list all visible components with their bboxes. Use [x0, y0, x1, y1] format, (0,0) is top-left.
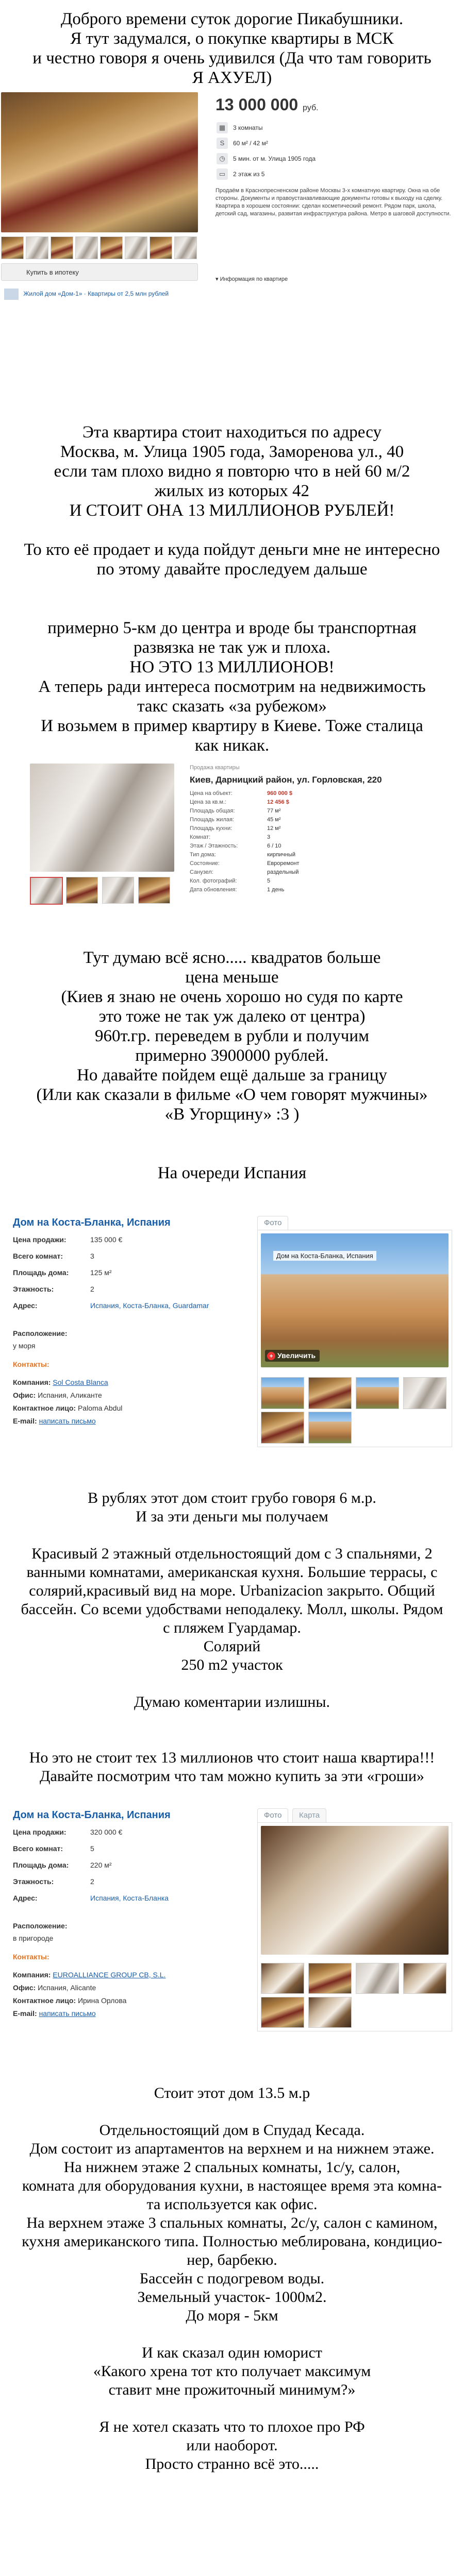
story-line: 250 m2 участок [181, 1656, 283, 1673]
story-part-4 [0, 2084, 464, 2473]
detail-value: 45 м² [267, 817, 281, 823]
building-note-text: Жилой дом «Дом-1» · Квартиры от 2,5 млн рублей [23, 290, 169, 298]
story-line: Стоит этот дом 13.5 м.р [154, 2084, 310, 2102]
detail-row [13, 1828, 250, 1836]
story-line: И за эти деньги мы получаем [136, 1508, 328, 1525]
location-value: у моря [13, 1342, 36, 1350]
detail-row [13, 1894, 250, 1902]
company-row: Компания: Sol Costa Blanca [13, 1378, 108, 1386]
detail-row [190, 808, 437, 814]
story-line: На нижнем этаже 2 спальных комнаты, 1с/у, салон, [63, 2159, 401, 2176]
detail-value: раздельный [267, 869, 299, 875]
listing-thumbnail[interactable] [100, 236, 123, 259]
story-line: И СТОИТ ОНА 13 МИЛЛИОНОВ РУБЛЕЙ! [69, 501, 395, 520]
detail-row [13, 1301, 250, 1310]
story-line: такс сказать «за рубежом» [137, 697, 327, 716]
detail-value: 1 день [267, 887, 285, 893]
contacts-heading: Контакты: [13, 1360, 49, 1368]
story-line [0, 1526, 464, 1545]
story-line: Тут думаю всё ясно..... квадратов больше [83, 948, 381, 967]
listing-thumbnail[interactable] [75, 236, 98, 259]
story-line: это тоже не так уж далеко от центра) [98, 1007, 366, 1026]
detail-row [190, 799, 437, 805]
story-line: До моря - 5км [186, 2307, 278, 2324]
listing-spain-1-screenshot [8, 1211, 456, 1453]
story-line: НО ЭТО 13 МИЛЛИОНОВ! [129, 658, 335, 676]
detail-label: Цена продажи: [13, 1235, 67, 1244]
company-link[interactable]: Sol Costa Blanca [53, 1378, 108, 1386]
detail-value: 3 [90, 1252, 94, 1260]
story-line: Но давайте пойдем ещё дальше за границу [77, 1066, 387, 1084]
mortgage-button-label: Купить в ипотеку [26, 268, 79, 276]
story-line: (Или как сказали в фильме «О чем говорят мужчины» [36, 1086, 428, 1104]
story-line: цена меньше [185, 968, 279, 987]
listing-title: Киев, Дарницкий район, ул. Горловская, 220 [190, 775, 382, 785]
story-line: или наоборот. [186, 2437, 278, 2454]
story-line: 960т.гр. переведем в рубли и получим [95, 1027, 369, 1045]
listing-thumbnail[interactable] [403, 1963, 446, 1994]
detail-row [13, 1252, 250, 1260]
detail-row [13, 1268, 250, 1277]
location-value: в пригороде [13, 1934, 54, 1942]
detail-label: Площадь дома: [13, 1268, 69, 1277]
detail-value: 6 / 10 [267, 843, 281, 849]
intro-line: Я тут задумался, о покупке квартиры в МСК [70, 29, 394, 48]
detail-row [13, 1861, 250, 1869]
story-line [0, 1730, 464, 1749]
detail-label: Цена за кв.м.: [190, 799, 227, 805]
story-line: примерно 5-км до центра и вроде бы транспортная [47, 619, 417, 637]
story-line: А теперь ради интереса посмотрим на недвижимость [38, 677, 426, 696]
story-line: ставит мне прожиточный минимум?» [108, 2381, 356, 2398]
office-row: Офис: Испания, Аликанте [13, 1391, 102, 1399]
detail-label: Этажность: [13, 1285, 54, 1293]
story-line: Дом состоит из апартаментов на верхнем и на нижнем этаже. [29, 2140, 435, 2157]
detail-value: 12 м² [267, 825, 281, 832]
listing-thumbnail[interactable] [125, 236, 147, 259]
listing-thumbnail[interactable] [261, 1412, 304, 1444]
contacts-heading: Контакты: [13, 1953, 49, 1961]
story-line: Но это не стоит тех 13 миллионов что стоит наша квартира!!! [29, 1749, 435, 1766]
detail-row [190, 817, 437, 823]
email-link[interactable]: написать письмо [39, 1417, 96, 1425]
listing-thumbnail[interactable] [403, 1377, 446, 1409]
listing-thumbnail[interactable] [261, 1963, 304, 1994]
story-line [0, 2399, 464, 2418]
photo-caption: Дом на Коста-Бланка, Испания [273, 1251, 376, 1261]
detail-label: Санузел: [190, 869, 213, 875]
email-row: E-mail: написать письмо [13, 2009, 96, 2018]
story-line: «Какого хрена тот кто получает максимум [93, 2363, 371, 2380]
listing-price: 13 000 000 руб. [216, 95, 319, 114]
story-line: солярий,красивый вид на море. Urbanizacion закрыто. Общий [29, 1582, 435, 1599]
story-line: (Киев я знаю не очень хорошо но судя по карте [61, 988, 403, 1006]
listing-thumbnail[interactable] [66, 877, 98, 904]
detail-value: кирпичный [267, 852, 296, 858]
story-line [0, 1674, 464, 1693]
story-line: Земельный участок- 1000м2. [137, 2289, 327, 2306]
listing-thumbnail[interactable] [308, 1963, 352, 1994]
story-line: кухня американского типа. Полностью меблирована, кондицио- [22, 2233, 442, 2250]
zoom-icon: + [267, 1352, 275, 1360]
detail-label: Дата обновления: [190, 887, 237, 893]
detail-row [190, 843, 437, 849]
detail-value: 135 000 € [90, 1235, 123, 1244]
detail-label: Этаж / Этажность: [190, 843, 238, 849]
rooms-value: 3 комнаты [233, 124, 263, 131]
metro-value: 5 мин. от м. Улица 1905 года [233, 155, 316, 162]
listing-main-photo[interactable] [261, 1826, 449, 1955]
story-part-3 [0, 1489, 464, 1786]
detail-label: Этажность: [13, 1877, 54, 1886]
story-part-1 [0, 422, 464, 755]
detail-label: Площадь общая: [190, 808, 235, 814]
detail-label: Всего комнат: [13, 1252, 63, 1260]
story-line: Москва, м. Улица 1905 года, Заморенова ул., 40 [60, 443, 404, 461]
story-line: Солярий [203, 1638, 261, 1655]
story-line [0, 1144, 464, 1163]
detail-label: Адрес: [13, 1894, 38, 1902]
location-label: Расположение: [13, 1329, 68, 1337]
detail-label: Цена на объект: [190, 790, 233, 796]
chevron-down-icon: ▾ [216, 276, 220, 282]
detail-row [190, 860, 437, 867]
listing-thumbnail[interactable] [261, 1997, 304, 2028]
listing-thumbnail[interactable] [138, 877, 170, 904]
listing-thumbnail[interactable] [356, 1377, 399, 1409]
tab-photo[interactable]: Фото [257, 1808, 288, 1822]
detail-label: Площадь дома: [13, 1861, 69, 1869]
detail-value: 125 м² [90, 1268, 112, 1277]
photo-panel [257, 1822, 452, 2031]
listing-kiev-screenshot [15, 757, 449, 912]
breadcrumb: Продажа квартиры [190, 765, 240, 771]
listing-main-photo[interactable] [30, 764, 174, 872]
listing-title: Дом на Коста-Бланка, Испания [13, 1217, 171, 1228]
story-line: примерно 3900000 рублей. [135, 1046, 329, 1065]
contact-row: Контактное лицо: Ирина Орлова [13, 1996, 127, 2005]
story-line [0, 2103, 464, 2121]
detail-row [190, 790, 437, 796]
tab-photo[interactable]: Фото [257, 1216, 288, 1230]
floor-icon: ▭ [217, 168, 228, 180]
story-line: нер, барбекю. [187, 2251, 277, 2268]
story-line [0, 1711, 464, 1730]
detail-label: Комнат: [190, 834, 211, 840]
listing-thumbnail[interactable] [150, 236, 172, 259]
story-line: как никак. [194, 736, 270, 755]
story-line: бассейн. Со всеми удобствами неподалеку. Молл, школы. Рядом [21, 1601, 443, 1618]
detail-label: Площадь кухни: [190, 825, 233, 832]
detail-label: Тип дома: [190, 852, 216, 858]
detail-label: Всего комнат: [13, 1844, 63, 1853]
detail-label: Состояние: [190, 860, 220, 867]
story-line: И как сказал один юморист [142, 2344, 322, 2361]
story-line: с пляжем Гуардамар. [163, 1619, 301, 1636]
story-line: На очереди Испания [157, 1164, 307, 1182]
detail-row [13, 1844, 250, 1853]
story-line: развязка не так уж и плоха. [133, 638, 331, 657]
listing-thumbnail[interactable] [26, 236, 48, 259]
listing-description: Продаём в Краснопресненском районе Москвы 3-х комнатную квартиру. Окна на обе стороны. Документы и правоустанавливающие документы готовы к выходу на сделку. Квартира в хорошем состоянии: сделан косметический ремонт. Рядом парк, школа, детский сад, магазины, развитая инфраструктура района. Метро в шаговой доступности. [216, 188, 451, 217]
story-line: Отдельностоящий дом в Спудад Кесада. [99, 2122, 365, 2139]
metro-icon: ◷ [217, 153, 228, 164]
listing-thumbnail[interactable] [51, 236, 73, 259]
listing-main-photo[interactable] [1, 92, 198, 232]
floor-value: 2 этаж из 5 [233, 171, 265, 178]
listing-thumbnail[interactable] [102, 877, 134, 904]
listing-thumbnail[interactable] [261, 1377, 304, 1409]
story-line: Бассейн с подогревом воды. [139, 2270, 325, 2287]
story-line [0, 599, 464, 618]
story-line: по этому давайте проследуем дальше [96, 560, 368, 579]
listing-thumbnail[interactable] [30, 877, 63, 905]
detail-value: 3 [267, 834, 271, 840]
building-icon [4, 289, 19, 300]
detail-value: Евроремонт [267, 860, 300, 867]
story-line: та используется как офис. [146, 2196, 318, 2213]
story-line: Просто странно всё это..... [145, 2455, 319, 2472]
detail-value: 960 000 $ [267, 790, 292, 796]
detail-row [190, 869, 437, 875]
detail-label: Адрес: [13, 1301, 38, 1310]
building-note[interactable] [4, 289, 195, 300]
detail-label: Площадь жилая: [190, 817, 234, 823]
detail-value: 2 [90, 1285, 94, 1293]
detail-value: 77 м² [267, 808, 281, 814]
detail-value: 12 456 $ [267, 799, 289, 805]
photo-panel [257, 1230, 452, 1447]
listing-spain-2-screenshot [8, 1803, 456, 2035]
detail-value: 320 000 € [90, 1828, 123, 1836]
story-line: «В Угорщину» :3 ) [164, 1105, 300, 1124]
story-line [0, 520, 464, 540]
story-line: Красивый 2 этажный отдельностоящий дом с 3 спальнями, 2 [31, 1545, 433, 1562]
story-line: Я не хотел сказать что то плохое про РФ [99, 2418, 365, 2435]
story-line: если там плохо видно я повторю что в ней 60 м/2 [54, 462, 410, 481]
detail-value: 220 м² [90, 1861, 112, 1869]
intro-line: и честно говоря я очень удивился (Да что там говорить [32, 49, 432, 67]
story-line [0, 1124, 464, 1144]
listing-moscow-screenshot [0, 90, 464, 402]
company-link[interactable]: EUROALLIANCE GROUP CB, S.L. [53, 1971, 166, 1979]
story-line: Давайте посмотрим что там можно купить за эти «гроши» [40, 1768, 424, 1785]
location-label: Расположение: [13, 1922, 68, 1930]
listing-thumbnail[interactable] [308, 1377, 352, 1409]
intro-line: Я АХУЕЛ) [192, 69, 272, 87]
story-line [0, 579, 464, 599]
detail-row [190, 834, 437, 840]
story-line: ванными комнатами, американская кухня. Большие террасы, с [26, 1564, 438, 1581]
email-row: E-mail: написать письмо [13, 1417, 96, 1425]
intro-line: Доброго времени суток дорогие Пикабушники. [60, 10, 404, 28]
detail-label: Кол. фотографий: [190, 878, 237, 884]
listing-thumbnail[interactable] [356, 1963, 399, 1994]
detail-row [13, 1285, 250, 1293]
detail-value: 5 [267, 878, 271, 884]
detail-value: 2 [90, 1877, 94, 1886]
detail-value[interactable]: Испания, Коста-Бланка, Guardamar [90, 1301, 209, 1310]
story-line: комната для оборудования кухни, в настоящее время эта комна- [22, 2177, 442, 2194]
area-value: 60 м² / 42 м² [233, 140, 268, 147]
detail-value: 5 [90, 1844, 94, 1853]
office-row: Офис: Испания, Alicante [13, 1984, 96, 1992]
listing-thumbnail[interactable] [174, 236, 197, 259]
listing-thumbnail[interactable] [1, 236, 24, 259]
detail-label: Цена продажи: [13, 1828, 67, 1836]
intro-text [0, 9, 464, 88]
email-link[interactable]: написать письмо [39, 2009, 96, 2018]
more-info-link[interactable]: ▾ Информация по квартире [216, 276, 288, 282]
tab-map[interactable]: Карта [292, 1808, 326, 1822]
detail-value[interactable]: Испания, Коста-Бланка [90, 1894, 169, 1902]
story-line: И возьмем в пример квартиру в Киеве. Тоже сталица [41, 717, 423, 735]
listing-thumbnail[interactable] [308, 1412, 352, 1444]
enlarge-button[interactable]: + Увеличить [265, 1350, 320, 1362]
company-row: Компания: EUROALLIANCE GROUP CB, S.L. [13, 1971, 166, 1979]
mortgage-button[interactable] [1, 263, 198, 281]
story-line: На верхнем этаже 3 спальных комнаты, 2с/у, салон с камином, [26, 2214, 438, 2231]
story-line: Эта квартира стоит находиться по адресу [82, 423, 382, 442]
listing-thumbnail[interactable] [308, 1997, 352, 2028]
story-line: Думаю коментарии излишны. [134, 1693, 330, 1710]
story-part-2 [0, 948, 464, 1183]
detail-row [190, 887, 437, 893]
contact-row: Контактное лицо: Paloma Abdul [13, 1404, 123, 1412]
story-line: жилых из которых 42 [154, 482, 310, 500]
area-icon: S [217, 138, 228, 149]
listing-title: Дом на Коста-Бланка, Испания [13, 1809, 171, 1821]
story-line: В рублях этот дом стоит грубо говоря 6 м.р. [88, 1489, 376, 1506]
detail-row [190, 878, 437, 884]
detail-row [190, 852, 437, 858]
detail-row [13, 1877, 250, 1886]
rooms-icon: ▦ [217, 122, 228, 133]
detail-row [13, 1235, 250, 1244]
story-line: То кто её продает и куда пойдут деньги мне не интересно [24, 540, 440, 559]
story-line [0, 2325, 464, 2344]
detail-row [190, 825, 437, 832]
